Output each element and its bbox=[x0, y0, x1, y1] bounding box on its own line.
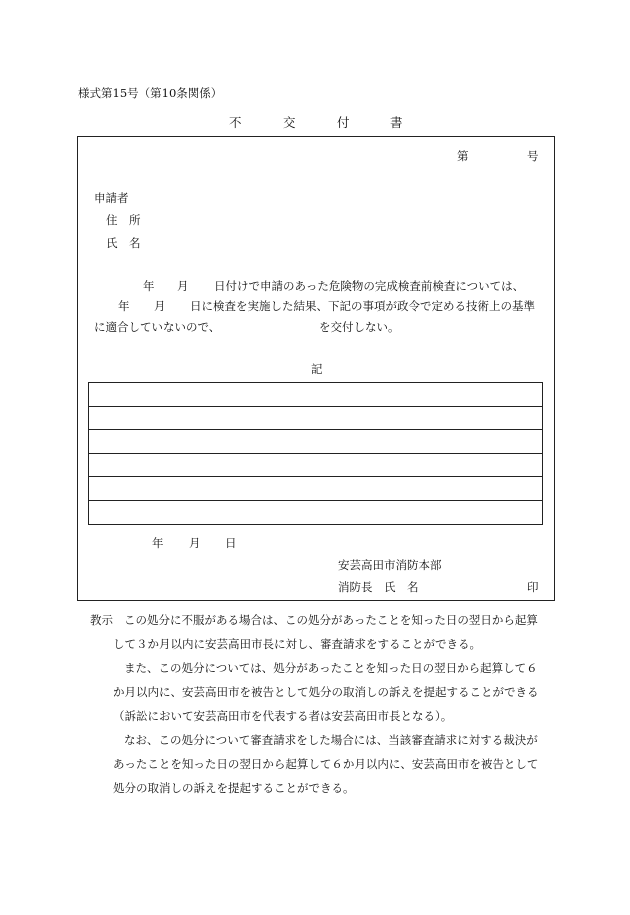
table-row bbox=[89, 430, 542, 454]
notice-p2-line3: （訴訟において安芸高田市を代表する者は安芸高田市長となる）。 bbox=[113, 709, 453, 723]
body-line2-text: 日に検査を実施した結果、下記の事項が政令で定める技術上の基準 bbox=[190, 299, 535, 313]
notice-p3-line3: 処分の取消しの訴えを提起することができる。 bbox=[113, 781, 355, 795]
issuer-org: 安芸高田市消防本部 bbox=[338, 558, 442, 572]
table-row bbox=[89, 501, 542, 525]
notice-p1-line2: して３か月以内に安芸高田市長に対し、審査請求をすることができる。 bbox=[113, 637, 481, 651]
table-row bbox=[89, 407, 542, 431]
deficiency-table bbox=[88, 382, 543, 525]
notice-p2-line1: また、この処分については、処分があったことを知った日の翌日から起算して６ bbox=[124, 661, 538, 675]
table-row bbox=[89, 454, 542, 478]
seal-mark: 印 bbox=[527, 580, 539, 594]
table-row bbox=[89, 383, 542, 407]
notice-p2-line2: か月以内に、安芸高田市を被告として処分の取消しの訴えを提起することができる bbox=[113, 685, 539, 699]
date-month: 月 bbox=[189, 536, 201, 550]
ki-label: 記 bbox=[311, 362, 323, 376]
address-label: 住 所 bbox=[106, 213, 141, 227]
title-char-4: 書 bbox=[390, 115, 403, 130]
date-day: 日 bbox=[225, 536, 237, 550]
issuer-title: 消防長 氏 名 bbox=[338, 580, 419, 594]
table-row bbox=[89, 477, 542, 501]
body-line3-a: に適合していないので、 bbox=[94, 320, 221, 334]
notice-p3-line2: あったことを知った日の翌日から起算して６か月以内に、安芸高田市を被告として bbox=[113, 757, 539, 771]
applicant-label: 申請者 bbox=[94, 191, 129, 205]
body-line2-year: 年 bbox=[118, 299, 130, 313]
notice-p3-line1: なお、この処分について審査請求をした場合には、当該審査請求に対する裁決が bbox=[124, 733, 538, 747]
title-char-2: 交 bbox=[283, 115, 296, 130]
notice-label: 教示 bbox=[90, 613, 113, 627]
title-char-1: 不 bbox=[229, 115, 242, 130]
notice-p1-line1: この処分に不服がある場合は、この処分があったことを知った日の翌日から起算 bbox=[124, 613, 538, 627]
form-id: 様式第15号（第10条関係） bbox=[78, 86, 223, 100]
date-year: 年 bbox=[152, 536, 164, 550]
doc-number-dai: 第 bbox=[457, 149, 469, 163]
body-line1-month: 月 bbox=[177, 279, 189, 293]
name-label: 氏 名 bbox=[106, 236, 141, 250]
body-line2-month: 月 bbox=[154, 299, 166, 313]
title-char-3: 付 bbox=[337, 115, 350, 130]
body-line1-text: 日付けで申請のあった危険物の完成検査前検査については、 bbox=[214, 279, 525, 293]
doc-number-go: 号 bbox=[527, 149, 539, 163]
body-line3-b: を交付しない。 bbox=[319, 320, 400, 334]
body-line1-year: 年 bbox=[143, 279, 155, 293]
